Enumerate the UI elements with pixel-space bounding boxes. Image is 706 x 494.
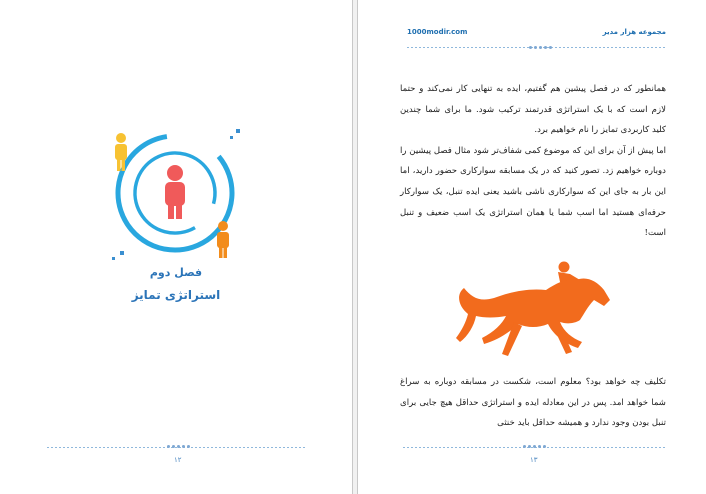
- chapter-label: فصل دوم: [149, 266, 203, 279]
- racehorse-jockey-icon: [454, 258, 614, 368]
- spine-line-left: [352, 0, 353, 494]
- header-ornament: [529, 46, 552, 49]
- chapter-title: استراتژی تمایز: [131, 288, 221, 302]
- body-paragraph-2: تکلیف چه خواهد بود؟ معلوم است، شکست در مسابقه دوباره به سراغ شما خواهد امد. پس در این معادله ایده و استراتژی حداقل هیچ جایی برای تنبل بودن وجود ندارد و همیشه حداقل باید خنثی: [400, 377, 666, 429]
- book-series-title: مجموعه هزار مدیر: [602, 28, 666, 36]
- page-number-right: ۱۳: [530, 456, 538, 464]
- people-differentiation-icon: [108, 125, 248, 265]
- site-url: 1000modir.com: [407, 28, 468, 36]
- left-page: [0, 0, 352, 494]
- footer-ornament: [167, 445, 190, 448]
- page-number-left: ۱۲: [174, 456, 182, 464]
- footer-ornament: [523, 445, 546, 448]
- body-paragraph-1: همانطور که در فصل پیشین هم گفتیم، ایده به تنهایی کار نمی‌کند و حتما لازم است که با یک استراتژی قدرتمند ترکیب شود. ما برای شما چندین کلید کاربردی تمایز را نام خواهیم برد. اما پیش از آن برای این که موضوع کمی شفاف‌تر شود مثال فصل پیشین را دوباره خواهیم زد. تصور کنید که در یک مسابقه سوارکاری حضور دارید، اما این بار به جای این که سوارکاری ناشی باشید یعنی ایده تنبل، یک سوارکار حرفه‌ای هستید اما اسب شما یا همان استراتژی یک اسب ضعیف و تنبل است!: [400, 84, 666, 239]
- right-page: [358, 0, 706, 494]
